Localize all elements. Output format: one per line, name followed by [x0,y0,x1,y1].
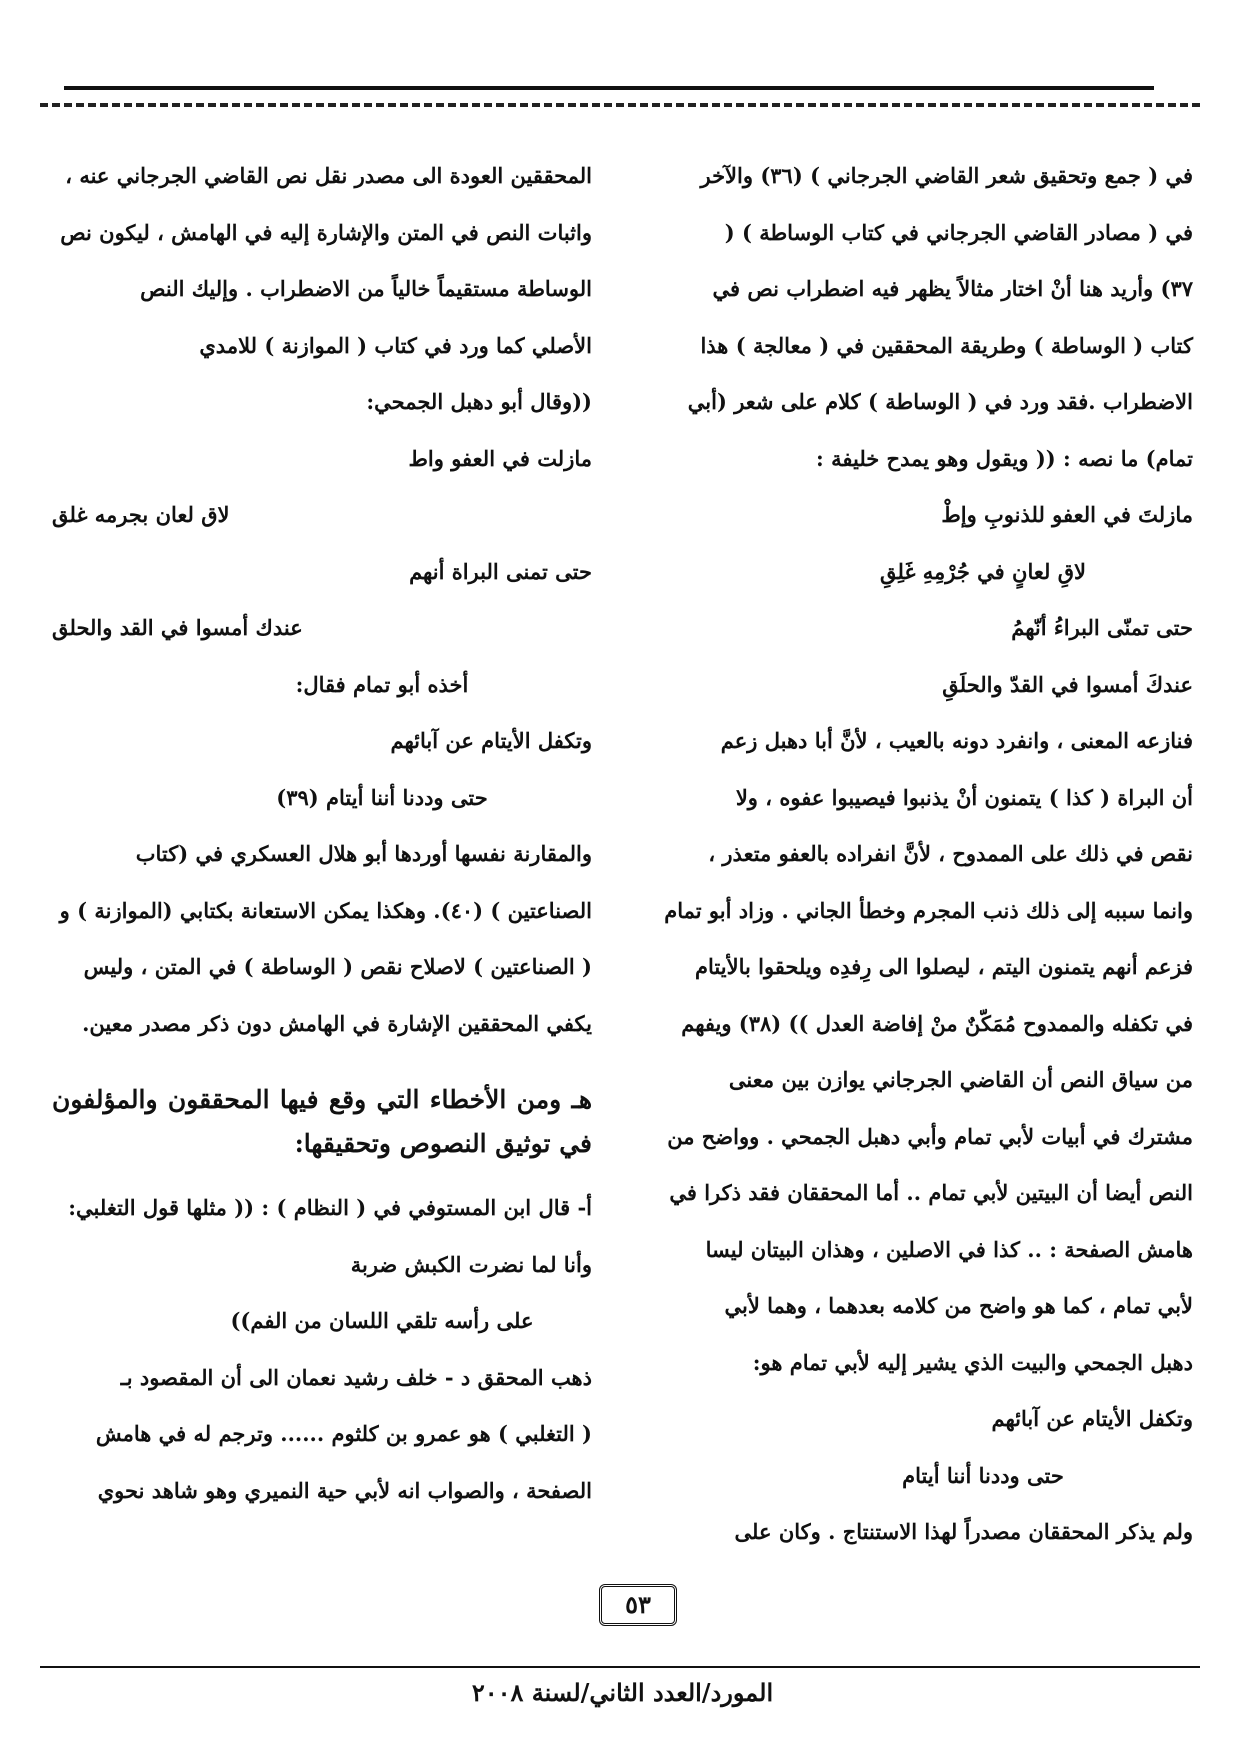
text-line: ذهب المحقق د - خلف رشيد نعمان الى أن المقصود بـ [120,1364,592,1390]
text-line: في ( جمع وتحقيق شعر القاضي الجرجاني ) (٣٦) والآخر [700,163,1193,188]
header-dashed-rule [40,103,1200,107]
text-line: تمام) ما نصه : (( ويقول وهو يمدح خليفة : [816,445,1193,471]
header-rule [64,86,1154,90]
text-line: أن البراة ( كذا ) يتمنون أنْ يذنبوا فيصيبوا عفوه ، ولا [735,784,1193,810]
text-line: فنازعه المعنى ، وانفرد دونه بالعيب ، لأنَّ أبا دهبل زعم [720,728,1193,753]
text-line: أ- قال ابن المستوفي في ( النظام ) : (( مثلها قول التغلبي: [68,1195,592,1220]
left-column [52,148,592,1519]
text-line: في تكفله والممدوح مُمَكّنٌ منْ إفاضة العدل )) (٣٨) ويفهم [681,1010,1193,1036]
verse-line: حتى تمنّى البراءُ أنّهمُ [1011,615,1193,640]
verse-line: على رأسه تلقي اللسان من الفم)) [230,1308,534,1333]
verse-line: حتى تمنى البراة أنهم [409,558,592,584]
text-line: نقص في ذلك على الممدوح ، لأنَّ انفراده بالعفو متعذر ، [708,841,1193,866]
text-line: كتاب ( الوساطة ) وطريقة المحققين في ( معالجة ) هذا [700,332,1193,358]
text-line: واثبات النص في المتن والإشارة إليه في الهامش ، ليكون نص [60,219,592,245]
text-line: الوساطة مستقيماً خالياً من الاضطراب . وإليك النص [140,276,592,301]
verse-line: وتكفل الأيتام عن آبائهم [390,728,592,753]
text-line: وانما سببه إلى ذلك ذنب المجرم وخطأ الجاني . وزاد أبو تمام [664,897,1193,923]
text-line: مشترك في أبيات لأبي تمام وأبي دهبل الجمحي . وواضح من [667,1123,1193,1149]
verse-line: وتكفل الأيتام عن آبائهم [991,1406,1193,1431]
text-line: المحققين العودة الى مصدر نقل نص القاضي الجرجاني عنه ، [65,163,592,188]
page-number: ٥٣ [599,1584,677,1626]
text-line: يكفي المحققين الإشارة في الهامش دون ذكر مصدر معين. [82,1010,592,1036]
verse-line: مازلتَ في العفو للذنوبِ وإطْ [941,502,1193,527]
verse-line: لاقِ لعانٍ في جُرْمِهِ غَلِقِ [880,558,1086,584]
text-line: الأصلي كما ورد في كتاب ( الموازنة ) للامدي [199,332,592,358]
text-line: ولم يذكر المحققان مصدراً لهذا الاستنتاج . وكان على [734,1519,1193,1544]
text-line: في ( مصادر القاضي الجرجاني في كتاب الوساطة ) ( [724,219,1193,245]
text-line: الصفحة ، والصواب انه لأبي حية النميري وهو شاهد نحوي [97,1477,592,1503]
verse-line: مازلت في العفو واط [408,445,592,471]
section-heading: هـ ومن الأخطاء التي وقع فيها المحققون والمؤلفون في توثيق النصوص وتحقيقها: [52,1085,592,1158]
verse-line: عندك أمسوا في القد والحلق [52,615,303,640]
journal-footer: المورد/العدد الثاني/لسنة ٢٠٠٨ [471,1678,774,1707]
text-line: ( التغلبي ) هو عمرو بن كلثوم ...... وترجم له في هامش [95,1421,592,1446]
text-line: النص أيضا أن البيتين لأبي تمام .. أما المحققان فقد ذكرا في [669,1180,1193,1205]
text-line: ٣٧) وأريد هنا أنْ اختار مثالاً يظهر فيه اضطراب نص في [712,276,1193,301]
text-line: لأبي تمام ، كما هو واضح من كلامه بعدهما ، وهما لأبي [724,1293,1193,1318]
text-line: دهبل الجمحي والبيت الذي يشير إليه لأبي تمام هو: [752,1349,1193,1375]
text-line: الاضطراب .فقد ورد في ( الوساطة ) كلام على شعر (أبي [687,389,1193,414]
text-line: فزعم أنهم يتمنون اليتم ، ليصلوا الى رِفدِه ويلحقوا بالأيتام [695,954,1193,979]
verse-line: حتى وددنا أننا أيتام [902,1462,1064,1488]
text-line: الصناعتين ) (٤٠). وهكذا يمكن الاستعانة بكتابي (الموازنة ) و [59,897,592,923]
verse-line: عندكَ أمسوا في القدّ والحلَقِ [942,671,1193,697]
right-column [653,148,1193,1561]
text-line: ( الصناعتين ) لاصلاح نقص ( الوساطة ) في المتن ، وليس [83,954,592,979]
verse-line: حتى وددنا أننا أيتام (٣٩) [276,784,488,810]
text-line: من سياق النص أن القاضي الجرجاني يوازن بين معنى [728,1067,1193,1092]
verse-line: وأنا لما نضرت الكبش ضربة [350,1251,592,1277]
verse-line: لاق لعان بجرمه غلق [52,502,230,527]
text-line: والمقارنة نفسها أوردها أبو هلال العسكري في (كتاب [135,841,592,866]
footer-rule [40,1666,1200,1668]
verse-line: أخذه أبو تمام فقال: [295,671,469,697]
verse-line: ((وقال أبو دهبل الجمحي: [366,389,592,414]
text-line: هامش الصفحة : .. كذا في الاصلين ، وهذان البيتان ليسا [705,1236,1193,1262]
